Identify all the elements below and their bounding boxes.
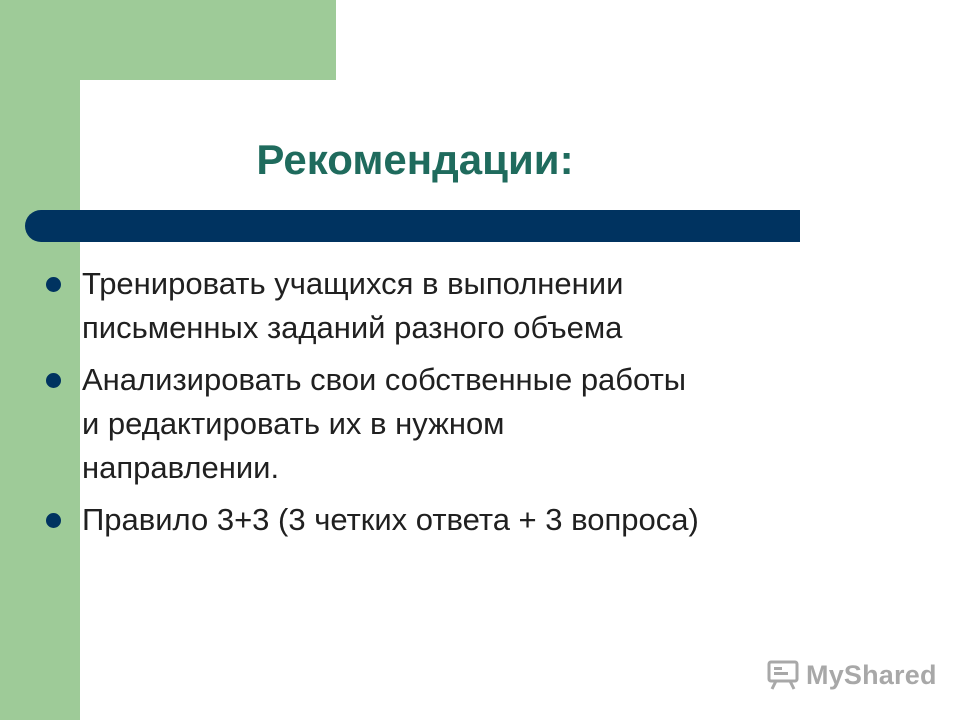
- bullet-dot-icon: [46, 277, 61, 292]
- bullet-dot-icon: [46, 513, 61, 528]
- watermark-text: MyShared: [806, 659, 937, 690]
- myshared-watermark[interactable]: [766, 656, 937, 694]
- bullet-text: Правило 3+3 (3 четких ответа + 3 вопроса): [82, 502, 699, 537]
- top-green-block: [0, 0, 336, 80]
- bullet-item: [46, 358, 866, 490]
- bullet-text: Тренировать учащихся в выполнении письменных заданий разного объема: [82, 266, 624, 345]
- title-underline-bar: [25, 210, 800, 242]
- presentation-board-icon: [766, 658, 800, 692]
- bullet-text: Анализировать свои собственные работы и редактировать их в нужном направлении.: [82, 362, 687, 485]
- bullet-dot-icon: [46, 373, 61, 388]
- bullet-list: [46, 262, 866, 550]
- slide-title: Рекомендации:: [256, 136, 574, 183]
- bullet-item: [46, 498, 866, 542]
- bullet-item: [46, 262, 866, 350]
